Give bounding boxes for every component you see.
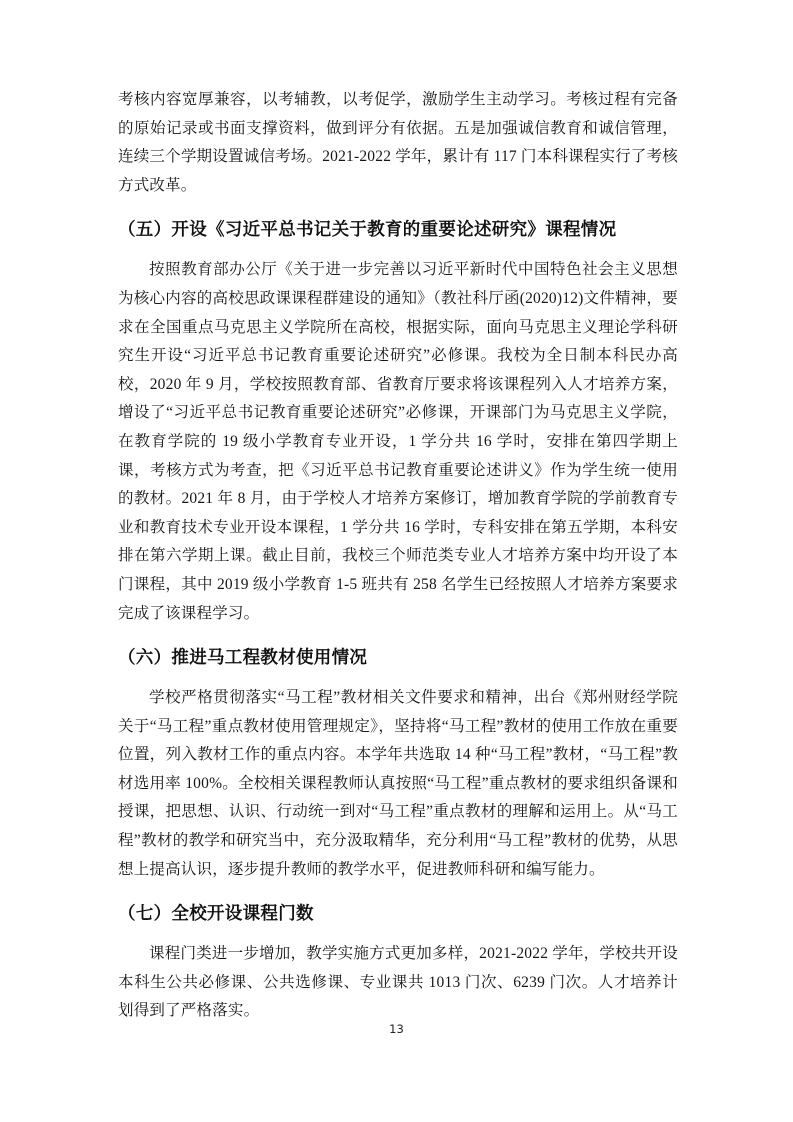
section-heading-6: （六）推进马工程教材使用情况 <box>118 647 368 668</box>
section-paragraph-5: 按照教育部办公厅《关于进一步完善以习近平新时代中国特色社会主义思想为核心内容的高校思政课课程群建设的通知》（教社科厅函(2020)12)文件精神，要求在全国重点马克思主义学院所在高校，根据实际，面向马克思主义理论学科研究生开设“习近平总书记教育重要论述研究”必修课。我校为全日制本科民办高校，2020 年 9 月，学校按照教育部、省教育厅要求将该课程列入人才培养方案，增设了“习近平总书记教育重要论述研究”必修课，开课部门为马克思主义学院，在教育学院的 19 级小学教育专业开设，1 学分共 16 学时，安排在第四学期上课，考核方式为考查，把《习近平总书记教育重要论述讲义》作为学生统一使用的教材。2021 年 8 月，由于学校人才培养方案修订，增加教育学院的学前教育专业和教育技术专业开设本课程，1 学分共 16 学时，专科安排在第五学期，本科安排在第六学期上课。截止目前，我校三个师范类专业人才培养方案中均开设了本门课程，其中 2019 级小学教育 1-5 班共有 258 名学生已经按照人才培养方案要求完成了该课程学习。 <box>118 261 678 622</box>
section-paragraph-6: 学校严格贯彻落实“马工程”教材相关文件要求和精神，出台《郑州财经学院关于“马工程”重点教材使用管理规定》，坚持将“马工程”教材的使用工作放在重要位置，列入教材工作的重点内容。本学年共选取 14 种“马工程”教材，“马工程”教材选用率 100%。全校相关课程教师认真按照“马工程”重点教材的要求组织备课和授课，把思想、认识、行动统一到对“马工程”重点教材的理解和运用上。从“马工程”教材的教学和研究当中，充分汲取精华，充分利用“马工程”教材的优势，从思想上提高认识，逐步提升教师的教学水平，促进教师科研和编写能力。 <box>118 689 678 878</box>
document-body <box>118 86 678 1026</box>
page-number: 13 <box>389 1022 404 1036</box>
paragraph-exam-reform: 考核内容宽厚兼容，以考辅教，以考促学，激励学生主动学习。考核过程有完备的原始记录或书面支撑资料，做到评分有依据。五是加强诚信教育和诚信管理，连续三个学期设置诚信考场。2021-2022 学年，累计有 117 门本科课程实行了考核方式改革。 <box>118 91 678 194</box>
section-heading-5: （五）开设《习近平总书记关于教育的重要论述研究》课程情况 <box>118 219 617 240</box>
section-heading-7: （七）全校开设课程门数 <box>118 903 314 924</box>
section-paragraph-7: 课程门类进一步增加，教学实施方式更加多样，2021-2022 学年，学校共开设本科生公共必修课、公共选修课、专业课共 1013 门次、6239 门次。人才培养计划得到了严格落实。 <box>118 945 678 1020</box>
